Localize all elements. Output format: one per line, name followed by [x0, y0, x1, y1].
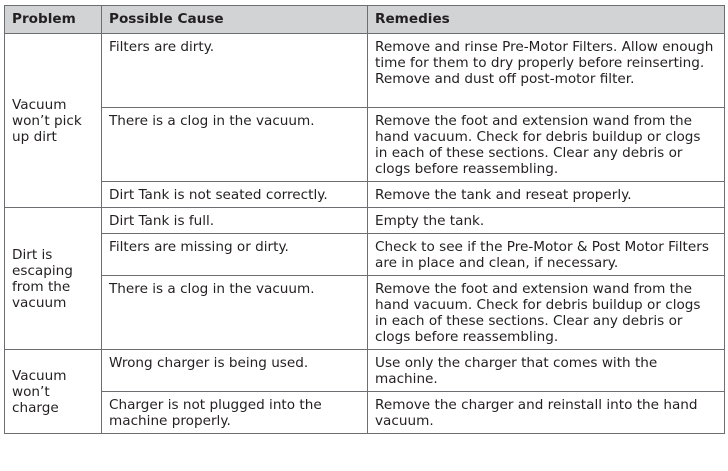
header-row [5, 6, 725, 34]
cause-cell: Filters are dirty. [102, 34, 368, 108]
remedy-cell: Use only the charger that comes with the machine. [368, 350, 725, 392]
table-header [5, 6, 725, 34]
cause-cell: Wrong charger is being used. [102, 350, 368, 392]
column-header-possible-cause: Possible Cause [102, 6, 368, 34]
column-header-remedies: Remedies [368, 6, 725, 34]
problem-cell: Vacuum won’t charge [5, 350, 102, 434]
table-body [5, 34, 725, 434]
table-row [5, 182, 725, 208]
cause-cell: There is a clog in the vacuum. [102, 108, 368, 182]
remedy-cell: Remove the charger and reinstall into the hand vacuum. [368, 392, 725, 434]
cause-cell: Charger is not plugged into the machine properly. [102, 392, 368, 434]
remedy-cell: Remove the foot and extension wand from the hand vacuum. Check for debris buildup or clogs in each of these sections. Clear any debris or clogs before reassembling. [368, 108, 725, 182]
cause-cell: Dirt Tank is not seated correctly. [102, 182, 368, 208]
table-row [5, 108, 725, 182]
table-row [5, 276, 725, 350]
remedy-cell: Remove and rinse Pre-Motor Filters. Allow enough time for them to dry properly before reinserting. Remove and dust off post-motor filter. [368, 34, 725, 108]
table-row [5, 208, 725, 234]
cause-cell: Filters are missing or dirty. [102, 234, 368, 276]
table-row [5, 34, 725, 108]
column-header-problem: Problem [5, 6, 102, 34]
table-row [5, 350, 725, 392]
remedy-cell: Check to see if the Pre-Motor & Post Motor Filters are in place and clean, if necessary. [368, 234, 725, 276]
remedy-cell: Remove the tank and reseat properly. [368, 182, 725, 208]
remedy-cell: Remove the foot and extension wand from the hand vacuum. Check for debris buildup or clogs in each of these sections. Clear any debris or clogs before reassembling. [368, 276, 725, 350]
problem-cell: Vacuum won’t pick up dirt [5, 34, 102, 208]
cause-cell: Dirt Tank is full. [102, 208, 368, 234]
cause-cell: There is a clog in the vacuum. [102, 276, 368, 350]
remedy-cell: Empty the tank. [368, 208, 725, 234]
problem-cell: Dirt is escaping from the vacuum [5, 208, 102, 350]
table-row [5, 234, 725, 276]
troubleshooting-table [4, 5, 725, 434]
table-row [5, 392, 725, 434]
